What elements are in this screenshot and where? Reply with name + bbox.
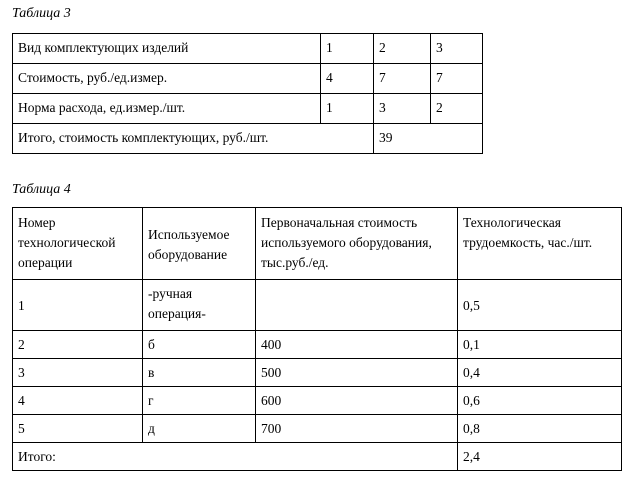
table-cell: 4 (321, 64, 374, 94)
table-cell: 7 (431, 64, 483, 94)
table-cell: 4 (13, 387, 143, 415)
header-cell: Используемое оборудование (143, 208, 256, 280)
header-cell: Номер технологической операции (13, 208, 143, 280)
table-cell: 1 (13, 280, 143, 331)
table-cell: -ручная операция- (143, 280, 256, 331)
table-cell: 0,1 (458, 331, 622, 359)
table-cell: 400 (256, 331, 458, 359)
table-cell: 0,8 (458, 415, 622, 443)
table-row (13, 359, 622, 387)
table-row (13, 280, 622, 331)
table-row (13, 387, 622, 415)
table-cell: 3 (431, 34, 483, 64)
table-cell: 3 (13, 359, 143, 387)
table-cell: 2 (13, 331, 143, 359)
total-label: Итого, стоимость комплектующих, руб./шт. (13, 124, 374, 154)
table3-caption: Таблица 3 (12, 6, 71, 21)
table-cell: 0,6 (458, 387, 622, 415)
table-cell: 1 (321, 34, 374, 64)
table-cell: 3 (374, 94, 431, 124)
table-cell: 1 (321, 94, 374, 124)
table-cell: 7 (374, 64, 431, 94)
table-cell: 700 (256, 415, 458, 443)
table4-caption: Таблица 4 (12, 182, 71, 197)
table-cell: 500 (256, 359, 458, 387)
table-cell: 0,4 (458, 359, 622, 387)
total-row (13, 443, 622, 471)
table-cell: б (143, 331, 256, 359)
table-row (13, 34, 483, 64)
total-value: 39 (374, 124, 483, 154)
total-row (13, 124, 483, 154)
operations-table (12, 207, 622, 471)
table-cell: Стоимость, руб./ед.измер. (13, 64, 321, 94)
table-cell (256, 280, 458, 331)
table-cell: Вид комплектующих изделий (13, 34, 321, 64)
table-cell: 2 (431, 94, 483, 124)
table-row (13, 94, 483, 124)
table-cell: 600 (256, 387, 458, 415)
table-cell: 2 (374, 34, 431, 64)
table-cell: в (143, 359, 256, 387)
table-cell: г (143, 387, 256, 415)
table-row (13, 331, 622, 359)
table-cell: 5 (13, 415, 143, 443)
header-cell: Технологическая трудоемкость, час./шт. (458, 208, 622, 280)
components-table (12, 33, 483, 154)
total-value: 2,4 (458, 443, 622, 471)
total-label: Итого: (13, 443, 458, 471)
table-row (13, 415, 622, 443)
header-cell: Первоначальная стоимость используемого оборудования, тыс.руб./ед. (256, 208, 458, 280)
table-row (13, 64, 483, 94)
header-row (13, 208, 622, 280)
table-cell: д (143, 415, 256, 443)
table-cell: 0,5 (458, 280, 622, 331)
table-cell: Норма расхода, ед.измер./шт. (13, 94, 321, 124)
